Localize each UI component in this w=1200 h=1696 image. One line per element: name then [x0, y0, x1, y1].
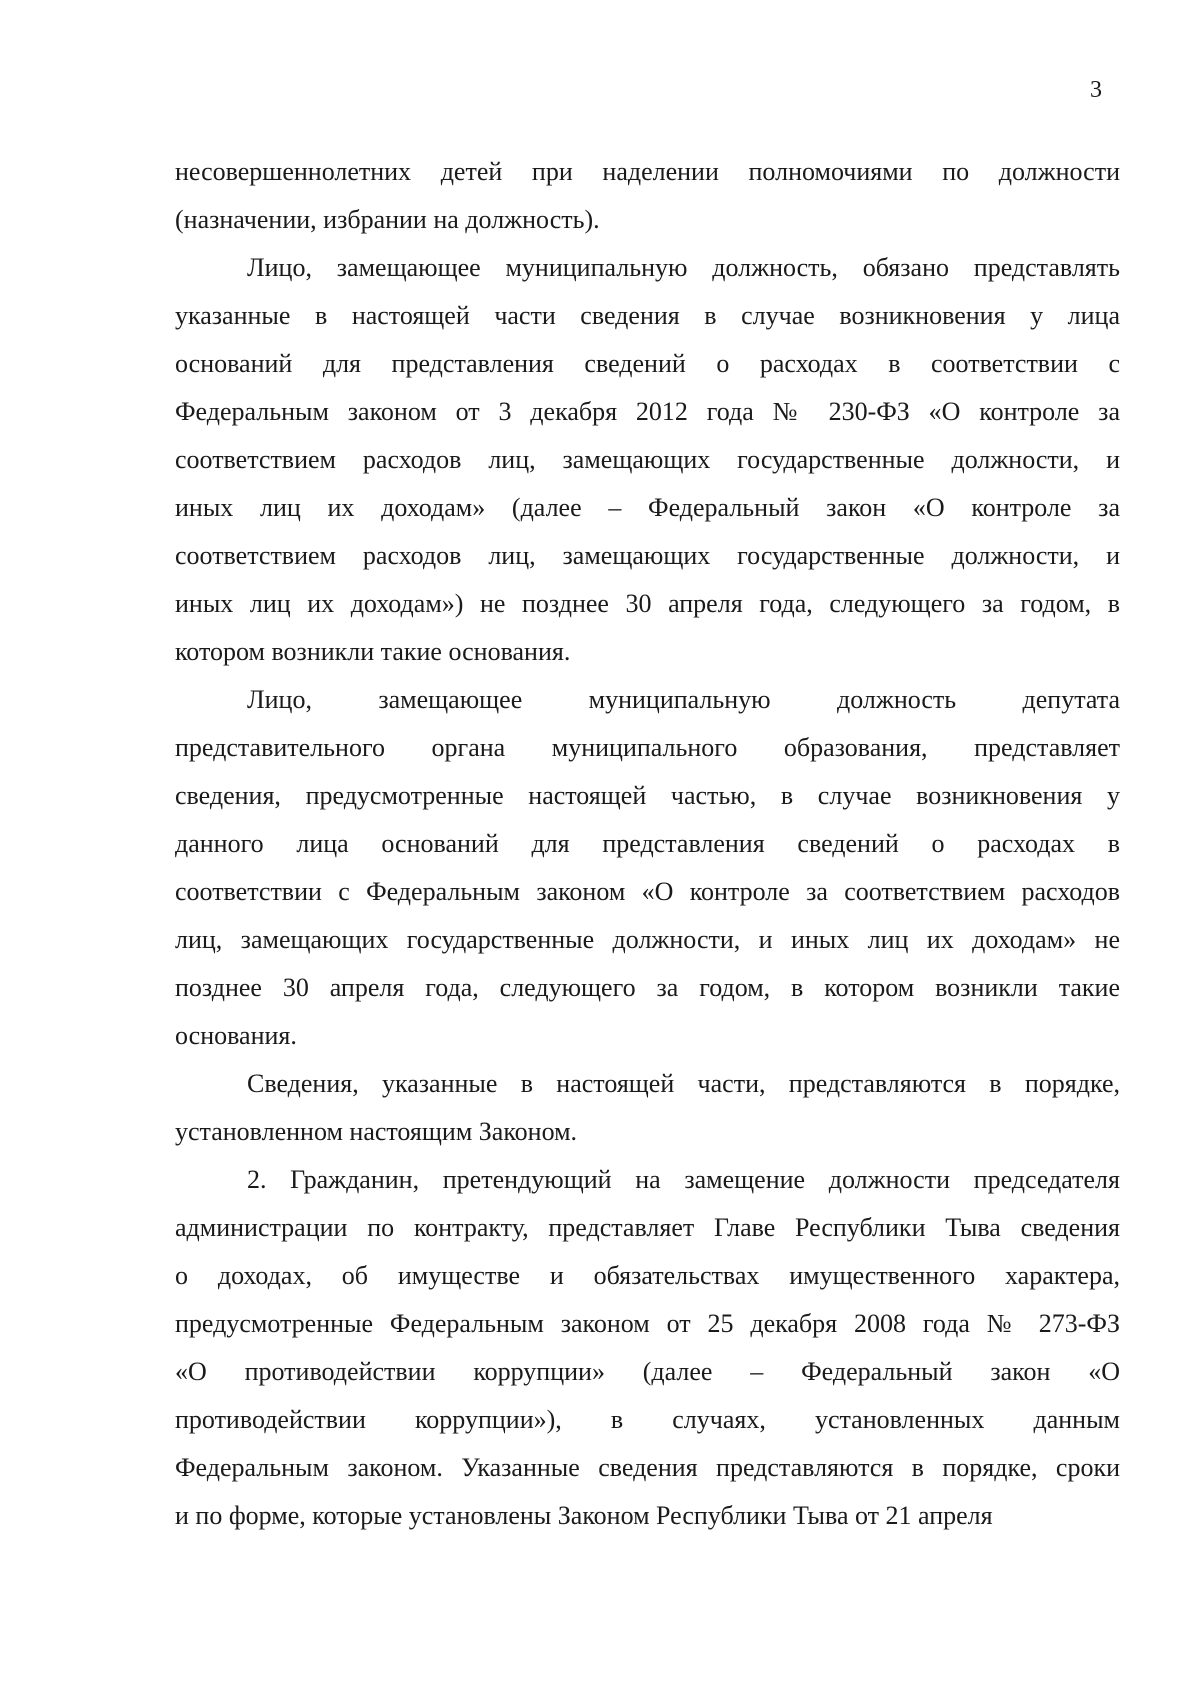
text-line: Лицо, замещающее муниципальную должность, обязано представлять	[247, 253, 1120, 282]
paragraph	[175, 1156, 1120, 1540]
paragraph	[175, 244, 1120, 676]
text-line: Лицо, замещающее муниципальную должность депутата	[247, 685, 1120, 714]
text-line: сведения, предусмотренные настоящей частью, в случае возникновения у	[175, 781, 1120, 810]
text-line: соответствием расходов лиц, замещающих государственные должности, и	[175, 445, 1120, 474]
text-line: противодействии коррупции»), в случаях, установленных данным	[175, 1405, 1120, 1434]
text-line: основания.	[175, 1021, 297, 1050]
text-line: соответствием расходов лиц, замещающих государственные должности, и	[175, 541, 1120, 570]
text-line: Федеральным законом. Указанные сведения представляются в порядке, сроки	[175, 1453, 1120, 1482]
text-line: котором возникли такие основания.	[175, 637, 571, 666]
text-line: лиц, замещающих государственные должности, и иных лиц их доходам» не	[175, 925, 1120, 954]
text-line: о доходах, об имуществе и обязательствах имущественного характера,	[175, 1261, 1120, 1290]
text-line: 2. Гражданин, претендующий на замещение должности председателя	[247, 1165, 1120, 1194]
text-line: указанные в настоящей части сведения в случае возникновения у лица	[175, 301, 1120, 330]
text-line: и по форме, которые установлены Законом Республики Тыва от 21 апреля	[175, 1501, 993, 1530]
text-line: Сведения, указанные в настоящей части, представляются в порядке,	[247, 1069, 1120, 1098]
text-line: соответствии с Федеральным законом «О контроле за соответствием расходов	[175, 877, 1120, 906]
text-line: (назначении, избрании на должность).	[175, 205, 600, 234]
document-body	[175, 148, 1120, 1540]
paragraph	[175, 148, 1120, 244]
paragraph	[175, 1060, 1120, 1156]
text-line: администрации по контракту, представляет Главе Республики Тыва сведения	[175, 1213, 1120, 1242]
text-line: Федеральным законом от 3 декабря 2012 года № 230-ФЗ «О контроле за	[175, 397, 1120, 426]
text-line: данного лица оснований для представления сведений о расходах в	[175, 829, 1120, 858]
text-line: предусмотренные Федеральным законом от 25 декабря 2008 года № 273-ФЗ	[175, 1309, 1120, 1338]
text-line: иных лиц их доходам» (далее – Федеральный закон «О контроле за	[175, 493, 1120, 522]
text-line: установленном настоящим Законом.	[175, 1117, 578, 1146]
paragraph	[175, 676, 1120, 1060]
text-line: несовершеннолетних детей при наделении полномочиями по должности	[175, 157, 1120, 186]
text-line: оснований для представления сведений о расходах в соответствии с	[175, 349, 1120, 378]
text-line: позднее 30 апреля года, следующего за годом, в котором возникли такие	[175, 973, 1120, 1002]
text-line: иных лиц их доходам») не позднее 30 апреля года, следующего за годом, в	[175, 589, 1120, 618]
page-number: 3	[1090, 77, 1102, 103]
text-line: представительного органа муниципального образования, представляет	[175, 733, 1120, 762]
text-line: «О противодействии коррупции» (далее – Федеральный закон «О	[175, 1357, 1120, 1386]
